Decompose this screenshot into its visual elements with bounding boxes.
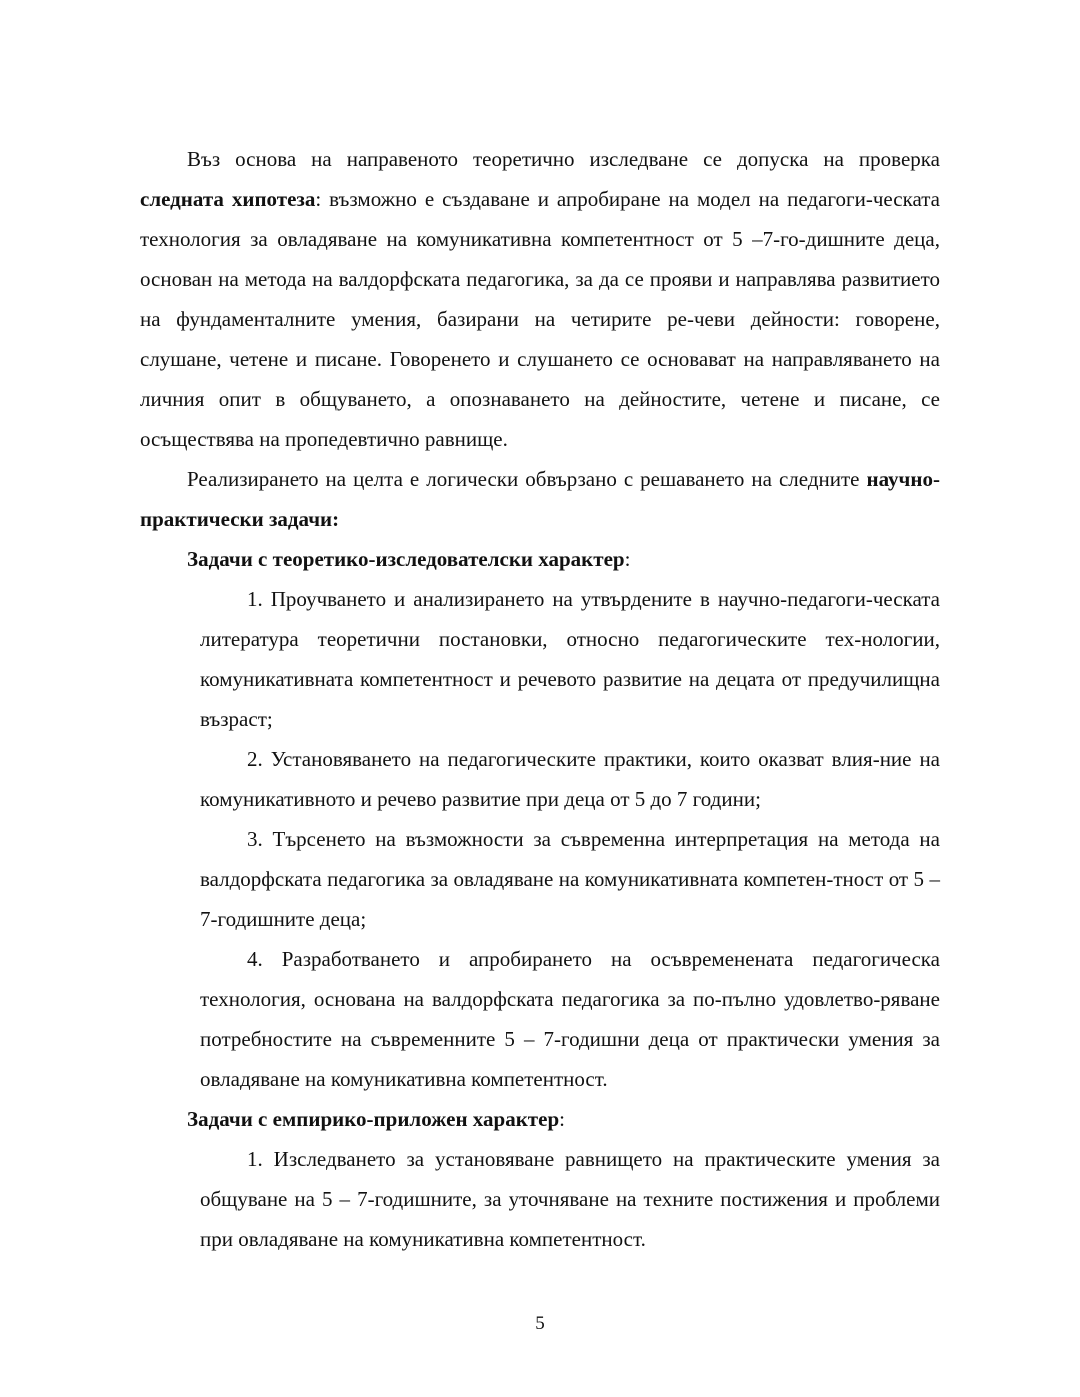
theoretical-tasks-heading bbox=[140, 539, 940, 579]
hypothesis-label: следната хипотеза bbox=[140, 187, 316, 211]
page-number: 5 bbox=[535, 1313, 545, 1334]
theoretical-task-4: 4. Разработването и апробирането на осъвременената педагогическа технология, основана на валдорфската педагогика за по-пълно удовлетво-ряване потребностите на съвременните 5 – 7-годишни деца от практически умения за овладяване на комуникативна компетентност. bbox=[200, 947, 940, 1091]
theoretical-tasks-heading-text: Задачи с теоретико-изследователски характер bbox=[187, 547, 625, 571]
hypothesis-intro: Въз основа на направеното теоретично изследване се допуска на проверка bbox=[187, 147, 940, 171]
theoretical-task-2: 2. Установяването на педагогическите практики, които оказват влия-ние на комуникативното и речево развитие при деца от 5 до 7 години; bbox=[200, 747, 940, 811]
empirical-tasks-heading-colon: : bbox=[559, 1107, 565, 1131]
theoretical-task-1: 1. Проучването и анализирането на утвърдените в научно-педагоги-ческата литература теоретични постановки, относно педагогическите тех-нологии, комуникативната компетентност и речевото развитие на децата от предучилищна възраст; bbox=[200, 587, 940, 731]
empirical-task-1: 1. Изследването за установяване равнището на практическите умения за общуване на 5 – 7-годишните, за уточняване на техните постижения и проблеми при овладяване на комуникативна компетентност. bbox=[200, 1147, 940, 1251]
empirical-tasks-heading bbox=[140, 1099, 940, 1139]
tasks-intro-label: научно-практически задачи: bbox=[140, 467, 940, 531]
empirical-tasks-heading-text: Задачи с емпирико-приложен характер bbox=[187, 1107, 560, 1131]
theoretical-task-3: 3. Търсенето на възможности за съвременна интерпретация на метода на валдорфската педагогика за овладяване на комуникативната компетен-тност от 5 – 7-годишните деца; bbox=[200, 827, 940, 931]
theoretical-tasks-heading-colon: : bbox=[624, 547, 631, 571]
tasks-intro-paragraph bbox=[140, 459, 940, 539]
body-text bbox=[140, 139, 940, 1259]
hypothesis-paragraph bbox=[140, 139, 940, 459]
hypothesis-text: : възможно е създаване и апробиране на модел на педагоги-ческата технология за овладяване на комуникативна компетентност от 5 –7-го-дишните деца, основан на метода на валдорфската педагогика, за да се прояви и направлява развитието на фундаменталните умения, базирани на четирите ре-чеви дейности: говорене, слушане, четене и писане. Говоренето и слушането се основават на направляването на личния опит в общуването, а опознаването на дейностите, четене и писане, се осъществява на пропедевтично равнище. bbox=[140, 187, 940, 451]
tasks-intro-text: Реализирането на целта е логически обвързано с решаването на следните bbox=[187, 467, 867, 491]
